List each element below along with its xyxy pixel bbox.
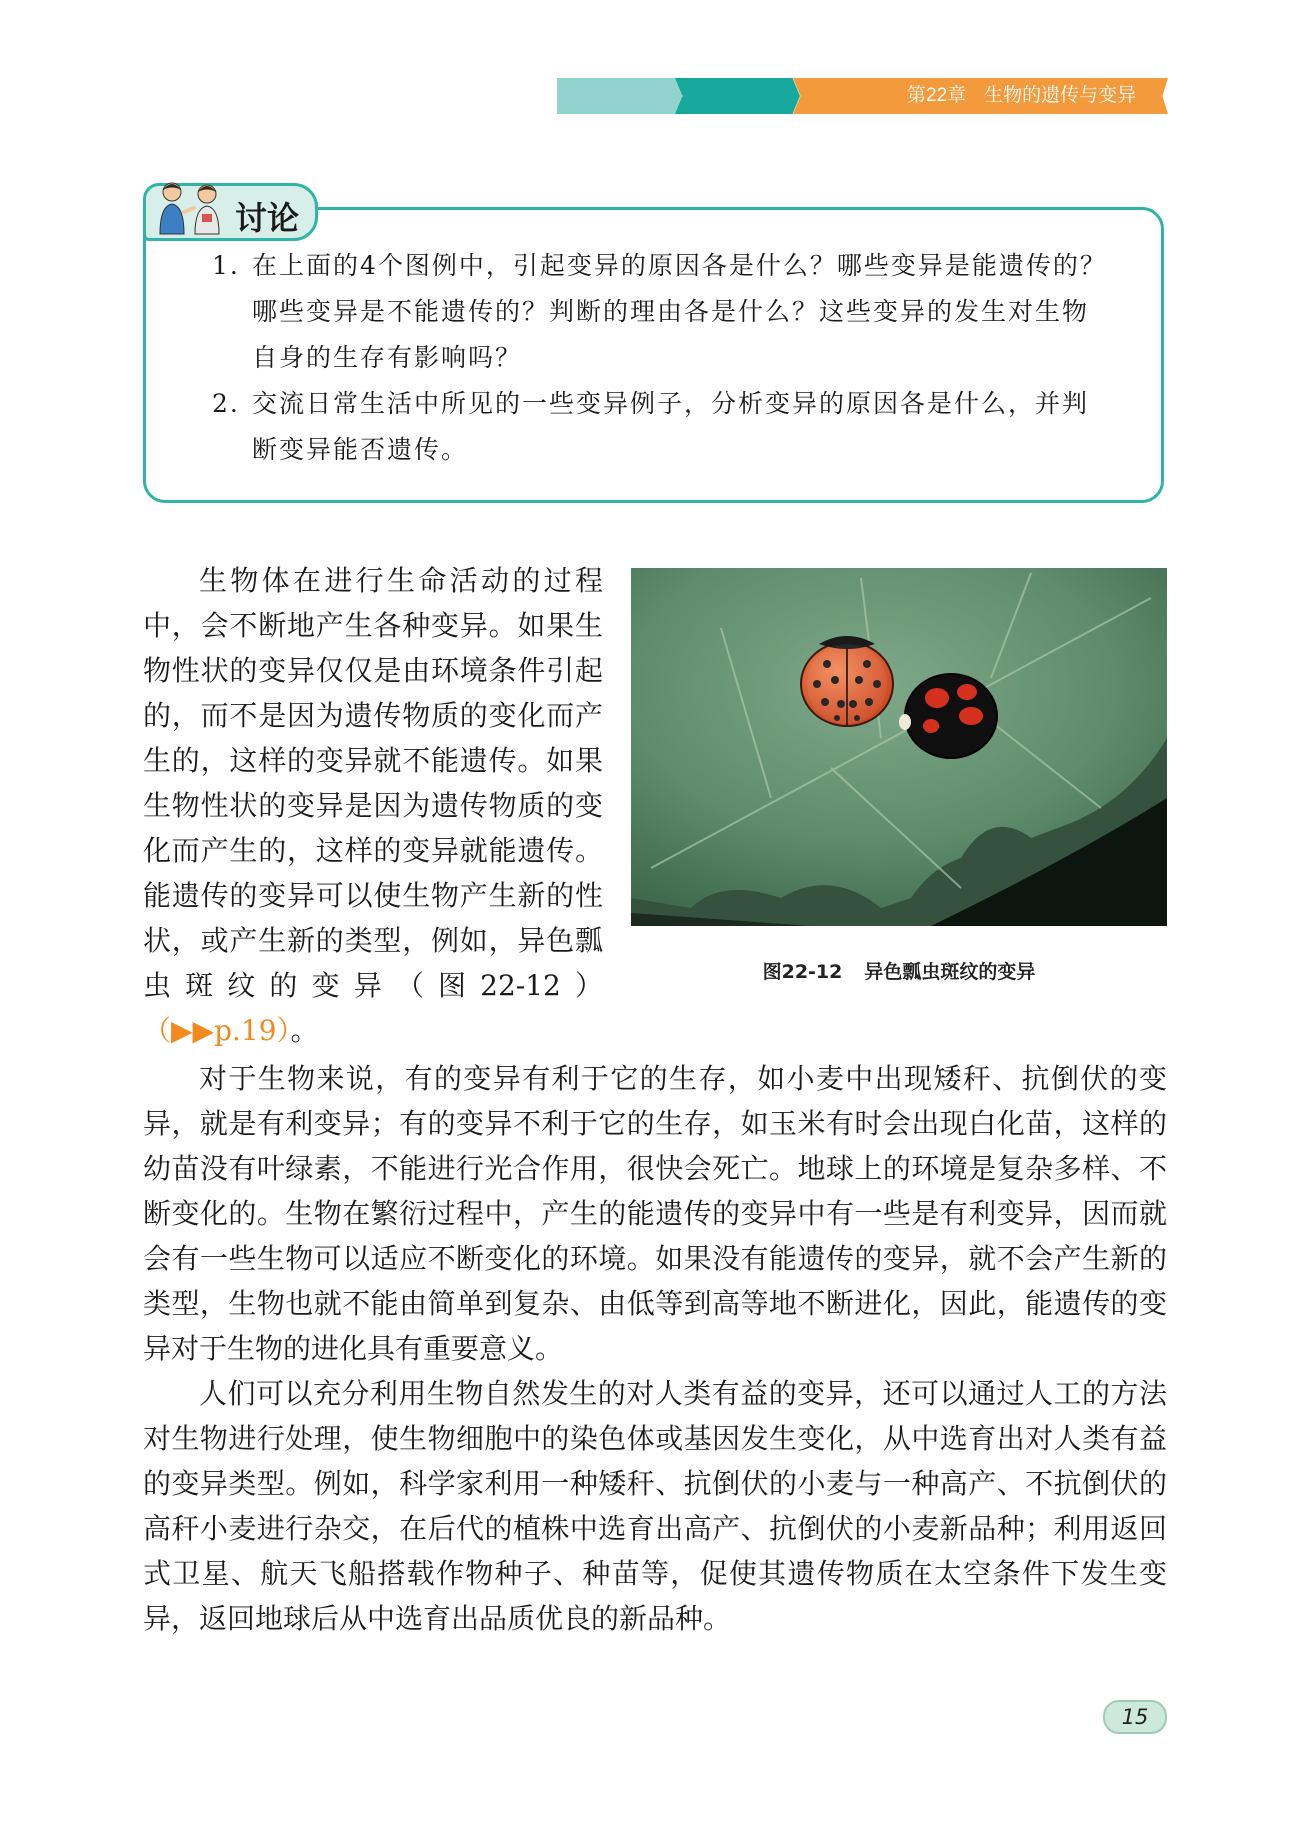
chapter-number: 第22章 bbox=[907, 85, 967, 106]
figure-number: 图22-12 bbox=[762, 961, 843, 983]
page-reference-link[interactable]: （▶▶p.19） bbox=[143, 1014, 291, 1047]
header-band-teal bbox=[675, 78, 800, 114]
figure-caption-text: 异色瓢虫斑纹的变异 bbox=[864, 961, 1036, 983]
page-number: 15 bbox=[1103, 1700, 1167, 1734]
discussion-label: 讨论 bbox=[235, 199, 300, 237]
chapter-name: 生物的遗传与变异 bbox=[984, 85, 1137, 106]
paragraph-intro-text: 生物体在进行生命活动的过程中，会不断地产生各种变异。如果生物性状的变异仅仅是由环境条件引起的，而不是因为遗传物质的变化而产生的，这样的变异就不能遗传。如果生物性状的变异是因为遗传物质的变化而产生的，这样的变异就能遗传。能遗传的变异可以使生物产生新的性状，或产生新的类型，例如，异色瓢虫斑纹的变异（图22-12） bbox=[143, 564, 603, 1002]
paragraph-intro bbox=[143, 558, 603, 1053]
paragraph-beneficial-variation: 对于生物来说，有的变异有利于它的生存，如小麦中出现矮秆、抗倒伏的变异，就是有利变异；有的变异不利于它的生存，如玉米有时会出现白化苗，这样的幼苗没有叶绿素，不能进行光合作用，很快会死亡。地球上的环境是复杂多样、不断变化的。生物在繁衍过程中，产生的能遗传的变异中有一些是有利变异，因而就会有一些生物可以适应不断变化的环境。如果没有能遗传的变异，就不会产生新的类型，生物也就不能由简单到复杂、由低等到高等地不断进化，因此，能遗传的变异对于生物的进化具有重要意义。 bbox=[143, 1062, 1167, 1365]
paragraph-intro-end: 。 bbox=[290, 1014, 319, 1047]
question-number: 2. bbox=[212, 389, 240, 418]
question-text: 在上面的4个图例中，引起变异的原因各是什么？哪些变异是能遗传的？哪些变异是不能遗传的？判断的理由各是什么？这些变异的发生对生物自身的生存有影响吗？ bbox=[252, 251, 1107, 372]
chapter-header-bar bbox=[557, 78, 1168, 114]
figure-caption bbox=[631, 957, 1167, 984]
question-number: 1. bbox=[212, 251, 240, 280]
chapter-title bbox=[907, 78, 1136, 114]
paragraph-artificial-variation: 人们可以充分利用生物自然发生的对人类有益的变异，还可以通过人工的方法对生物进行处理，使生物细胞中的染色体或基因发生变化，从中选育出对人类有益的变异类型。例如，科学家利用一种矮秆、抗倒伏的小麦与一种高产、不抗倒伏的高秆小麦进行杂交，在后代的植株中选育出高产、抗倒伏的小麦新品种；利用返回式卫星、航天飞船搭载作物种子、种苗等，促使其遗传物质在太空条件下发生变异，返回地球后从中选育出品质优良的新品种。 bbox=[143, 1377, 1167, 1635]
question-item bbox=[212, 381, 1112, 473]
question-item bbox=[212, 243, 1112, 381]
students-illustration-icon bbox=[152, 178, 228, 238]
header-band-light bbox=[557, 78, 682, 114]
question-text: 交流日常生活中所见的一些变异例子，分析变异的原因各是什么，并判断变异能否遗传。 bbox=[252, 389, 1090, 464]
discussion-questions bbox=[212, 243, 1112, 473]
ladybug-photo bbox=[631, 568, 1167, 926]
